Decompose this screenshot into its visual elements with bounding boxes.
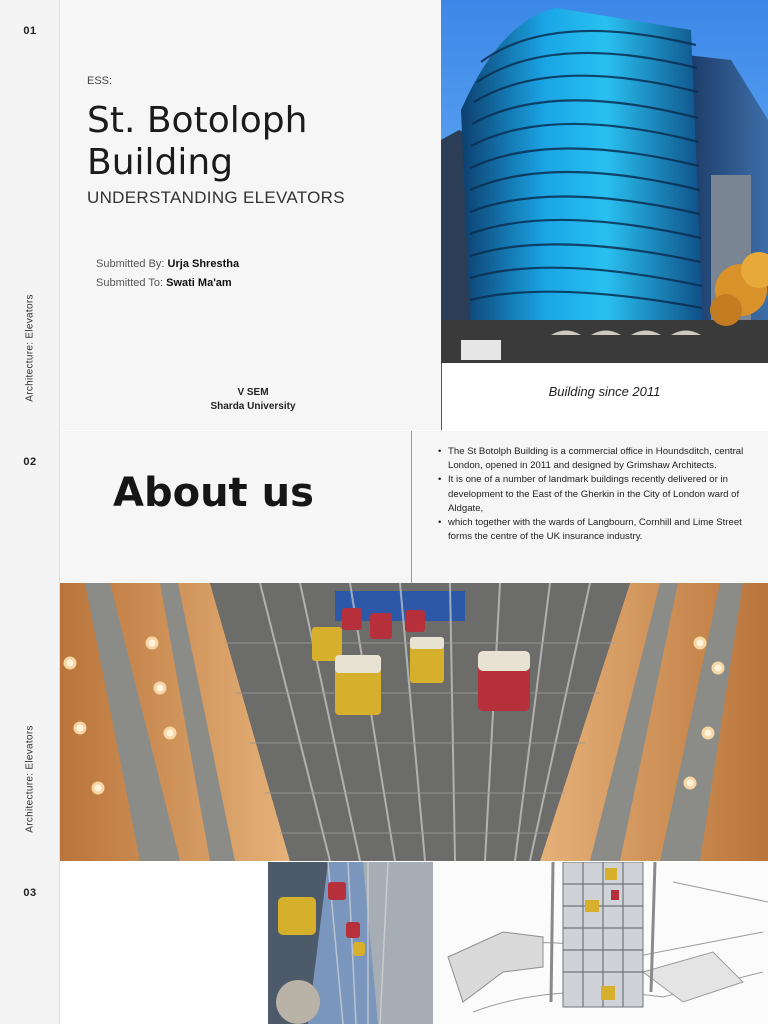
submitted-by-label: Submitted By: xyxy=(96,258,165,270)
elevator-atrium-photo xyxy=(60,583,768,861)
vertical-label-page2: Architecture: Elevators xyxy=(24,725,36,833)
elevator-section-drawing xyxy=(433,862,768,1024)
submitted-by-name: Urja Shrestha xyxy=(167,258,240,270)
submitted-to-name: Swati Ma'am xyxy=(166,277,232,289)
building-photo xyxy=(441,0,768,363)
cover-panel xyxy=(61,0,441,430)
semester: V SEM xyxy=(237,387,269,398)
semester-block xyxy=(193,386,313,414)
university: Sharda University xyxy=(210,401,296,412)
page-number-01: 01 xyxy=(23,25,37,37)
page-subtitle: UNDERSTANDING ELEVATORS xyxy=(87,188,345,207)
atrium-illustration xyxy=(60,583,768,861)
about-bullet-3: • which together with the wards of Langbourn, Cornhill and Lime Street forms the centre of the UK insurance industry. xyxy=(438,516,758,544)
sidebar xyxy=(0,0,60,1024)
page-number-03: 03 xyxy=(23,887,37,899)
about-bullet-2: • It is one of a number of landmark buildings recently delivered or in development to the East of the Gherkin in the City of London ward of Aldgate, xyxy=(438,473,758,516)
vertical-label-page1: Architecture: Elevators xyxy=(24,294,36,402)
page-title: St. Botoloph Building xyxy=(87,100,308,183)
elevator-exterior-illustration xyxy=(268,862,433,1024)
elevator-section-illustration xyxy=(433,862,768,1024)
elevator-exterior-photo xyxy=(268,862,433,1024)
building-illustration xyxy=(441,0,768,363)
about-heading: About us xyxy=(113,470,314,516)
about-bullet-list xyxy=(438,445,758,544)
submitted-by-line xyxy=(96,258,239,270)
submitted-to-line xyxy=(96,277,232,289)
ess-label: ESS: xyxy=(87,75,113,87)
building-caption: Building since 2011 xyxy=(548,384,661,399)
divider-vertical-2 xyxy=(411,431,412,583)
about-bullet-1: • The St Botolph Building is a commercial office in Houndsditch, central London, opened in 2011 and designed by Grimshaw Architects. xyxy=(438,445,758,473)
submitted-to-label: Submitted To: xyxy=(96,277,164,289)
page-number-02: 02 xyxy=(23,456,37,468)
